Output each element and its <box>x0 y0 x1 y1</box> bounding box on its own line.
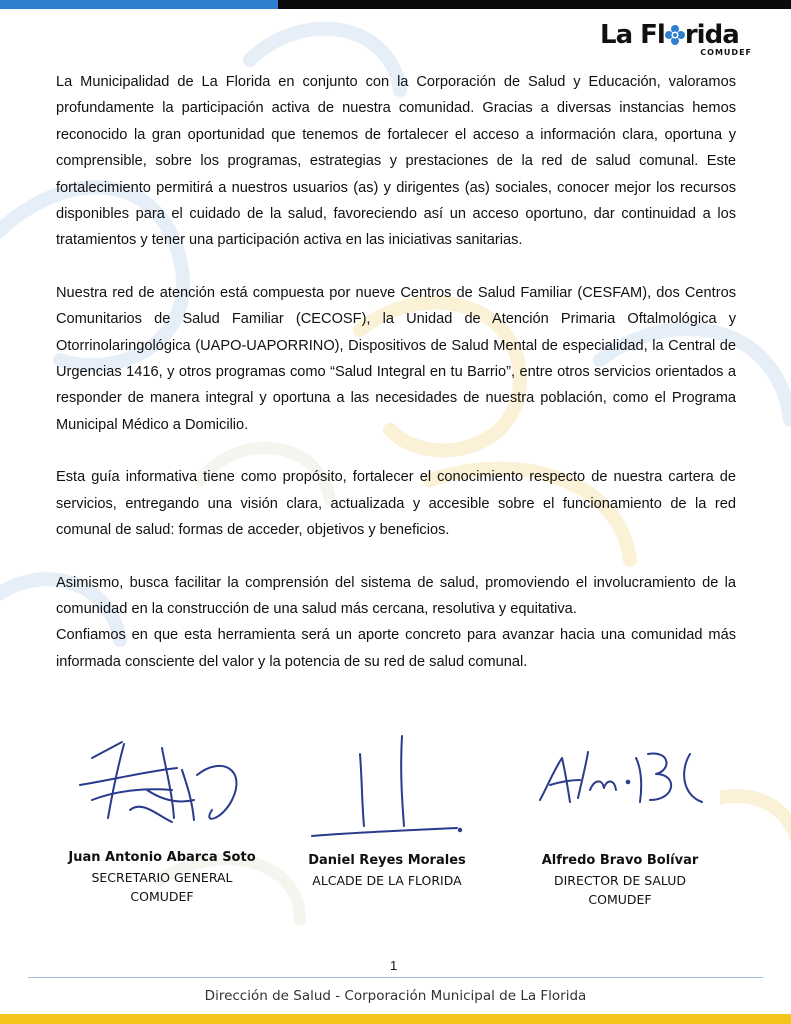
signature-juan-abarca <box>62 730 262 838</box>
logo-wordmark <box>600 22 739 48</box>
signature-block-1 <box>62 848 262 906</box>
top-bar-black <box>278 0 791 9</box>
paragraph-5: Confiamos en que esta herramienta será un aporte concreto para avanzar hacia una comunidad más informada consciente del valor y la potencia de su red de salud comunal. <box>56 627 736 670</box>
signature-daniel-reyes <box>302 730 472 842</box>
signature-alfredo-bravo <box>520 730 720 830</box>
footer-divider <box>28 977 763 978</box>
logo-subtitle: COMUDEF <box>700 48 752 57</box>
signatory-organization: COMUDEF <box>130 889 194 904</box>
logo-word-part-1: La Fl <box>600 20 665 50</box>
page-number: 1 <box>390 958 398 973</box>
logo-word-part-2: rida <box>684 20 739 50</box>
top-bar-blue <box>0 0 278 9</box>
signatory-role: SECRETARIO GENERAL <box>91 870 233 885</box>
signatory-name: Juan Antonio Abarca Soto <box>68 850 256 865</box>
signature-block-3 <box>520 851 720 909</box>
signature-block-2 <box>297 851 477 890</box>
paragraph-3: Esta guía informativa tiene como propósito, fortalecer el conocimiento respecto de nuestra cartera de servicios, entregando una visión clara, actualizada y accesible sobre el funcionamiento de la red comunal de salud: formas de acceder, objetivos y beneficios. <box>56 469 736 539</box>
paragraph-4: Asimismo, busca facilitar la comprensión del sistema de salud, promoviendo el involucramiento de la comunidad en la construcción de una salud más cercana, resolutiva y equitativa. <box>56 574 736 617</box>
la-florida-logo <box>600 22 754 58</box>
flower-icon <box>665 25 685 45</box>
signatory-role: ALCADE DE LA FLORIDA <box>312 873 462 888</box>
paragraph-1: La Municipalidad de La Florida en conjunto con la Corporación de Salud y Educación, valoramos profundamente la participación activa de nuestra comunidad. Gracias a diversas instancias hemos reconocido la gran oportunidad que tenemos de fortalecer el acceso a información clara, oportuna y comprensible, sobre los programas, estrategias y prestaciones de la red de salud comunal. Este fortalecimiento permitirá a nuestros usuarios (as) y dirigentes (as) sociales, conocer mejor los recursos disponibles para el cuidado de la salud, favoreciendo así un acceso oportuno, dar continuidad a los tratamientos y tener una participación activa en las iniciativas sanitarias. <box>56 74 736 249</box>
signatory-name: Daniel Reyes Morales <box>308 853 466 868</box>
footer-text: Dirección de Salud - Corporación Municipal de La Florida <box>204 988 587 1004</box>
signatory-role: DIRECTOR DE SALUD <box>553 873 687 888</box>
letter-body <box>56 69 736 675</box>
signatory-organization: COMUDEF <box>588 892 652 907</box>
signatory-name: Alfredo Bravo Bolívar <box>541 853 699 868</box>
bottom-bar <box>0 1014 791 1024</box>
paragraph-2: Nuestra red de atención está compuesta por nueve Centros de Salud Familiar (CESFAM), dos Centros Comunitarios de Salud Familiar (CECOSF), la Unidad de Atención Primaria Oftalmológica y Otorrinolaringológica (UAPO-UAPORRINO), Dispositivos de Salud Mental de especialidad, la Central de Urgencias 1416, y otros programas como “Salud Integral en tu Barrio”, entre otros servicios orientados a responder de manera integral y oportuna a las necesidades de nuestra población, como el Programa Municipal Médico a Domicilio. <box>56 284 736 433</box>
